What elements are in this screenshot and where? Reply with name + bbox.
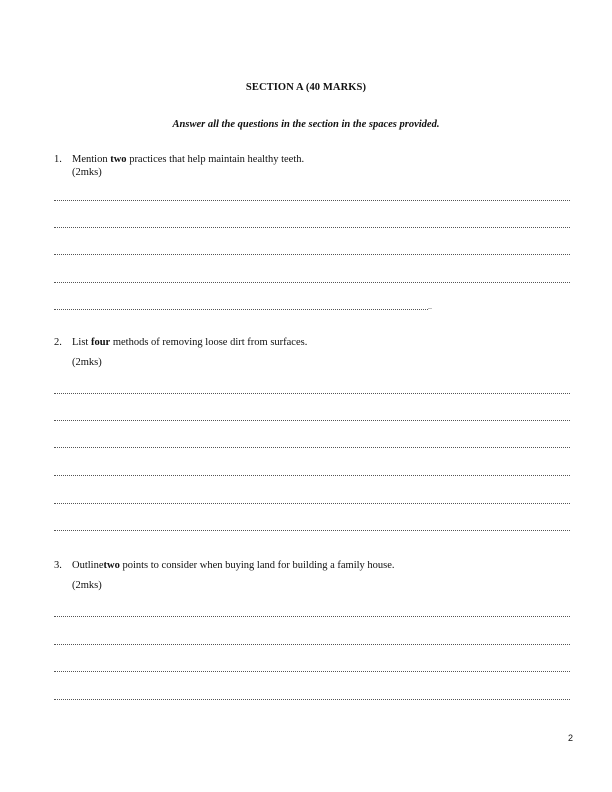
answer-line[interactable] — [54, 309, 428, 310]
question-marks: (2mks) — [72, 167, 102, 178]
question-marks: (2mks) — [72, 357, 102, 368]
answer-line[interactable] — [54, 393, 570, 394]
question-text-part: Mention — [72, 154, 111, 165]
question-emphasis: four — [90, 337, 111, 348]
answer-line[interactable] — [54, 644, 570, 645]
answer-line[interactable] — [54, 475, 570, 476]
question-text-part: points to consider when buying land for building a family house. — [119, 560, 395, 571]
question-emphasis: two — [103, 560, 120, 571]
question-number: 1. — [54, 154, 62, 165]
answer-line[interactable] — [54, 699, 570, 700]
question-text — [72, 154, 304, 165]
answer-line[interactable] — [54, 227, 570, 228]
question-text-part: methods of removing loose dirt from surfaces. — [110, 337, 308, 348]
answer-line[interactable] — [54, 282, 570, 283]
question-emphasis: two — [110, 154, 127, 165]
question-number: 3. — [54, 560, 62, 571]
answer-line[interactable] — [54, 671, 570, 672]
answer-line[interactable] — [54, 503, 570, 504]
answer-line[interactable] — [54, 530, 570, 531]
section-title: SECTION A (40 MARKS) — [245, 82, 367, 93]
answer-line-suffix: .. — [428, 302, 432, 311]
answer-line[interactable] — [54, 616, 570, 617]
answer-line[interactable] — [54, 447, 570, 448]
question-number: 2. — [54, 337, 62, 348]
answer-line[interactable] — [54, 200, 570, 201]
page-number: 2 — [568, 733, 574, 743]
question-text-part: List — [72, 337, 91, 348]
question-text-part: practices that help maintain healthy teeth. — [126, 154, 305, 165]
question-marks: (2mks) — [72, 580, 102, 591]
question-text — [72, 337, 307, 348]
section-instruction: Answer all the questions in the section in the spaces provided. — [172, 119, 440, 130]
question-text — [72, 560, 395, 571]
question-text-part: Outline — [72, 560, 104, 571]
answer-line[interactable] — [54, 420, 570, 421]
answer-line[interactable] — [54, 254, 570, 255]
